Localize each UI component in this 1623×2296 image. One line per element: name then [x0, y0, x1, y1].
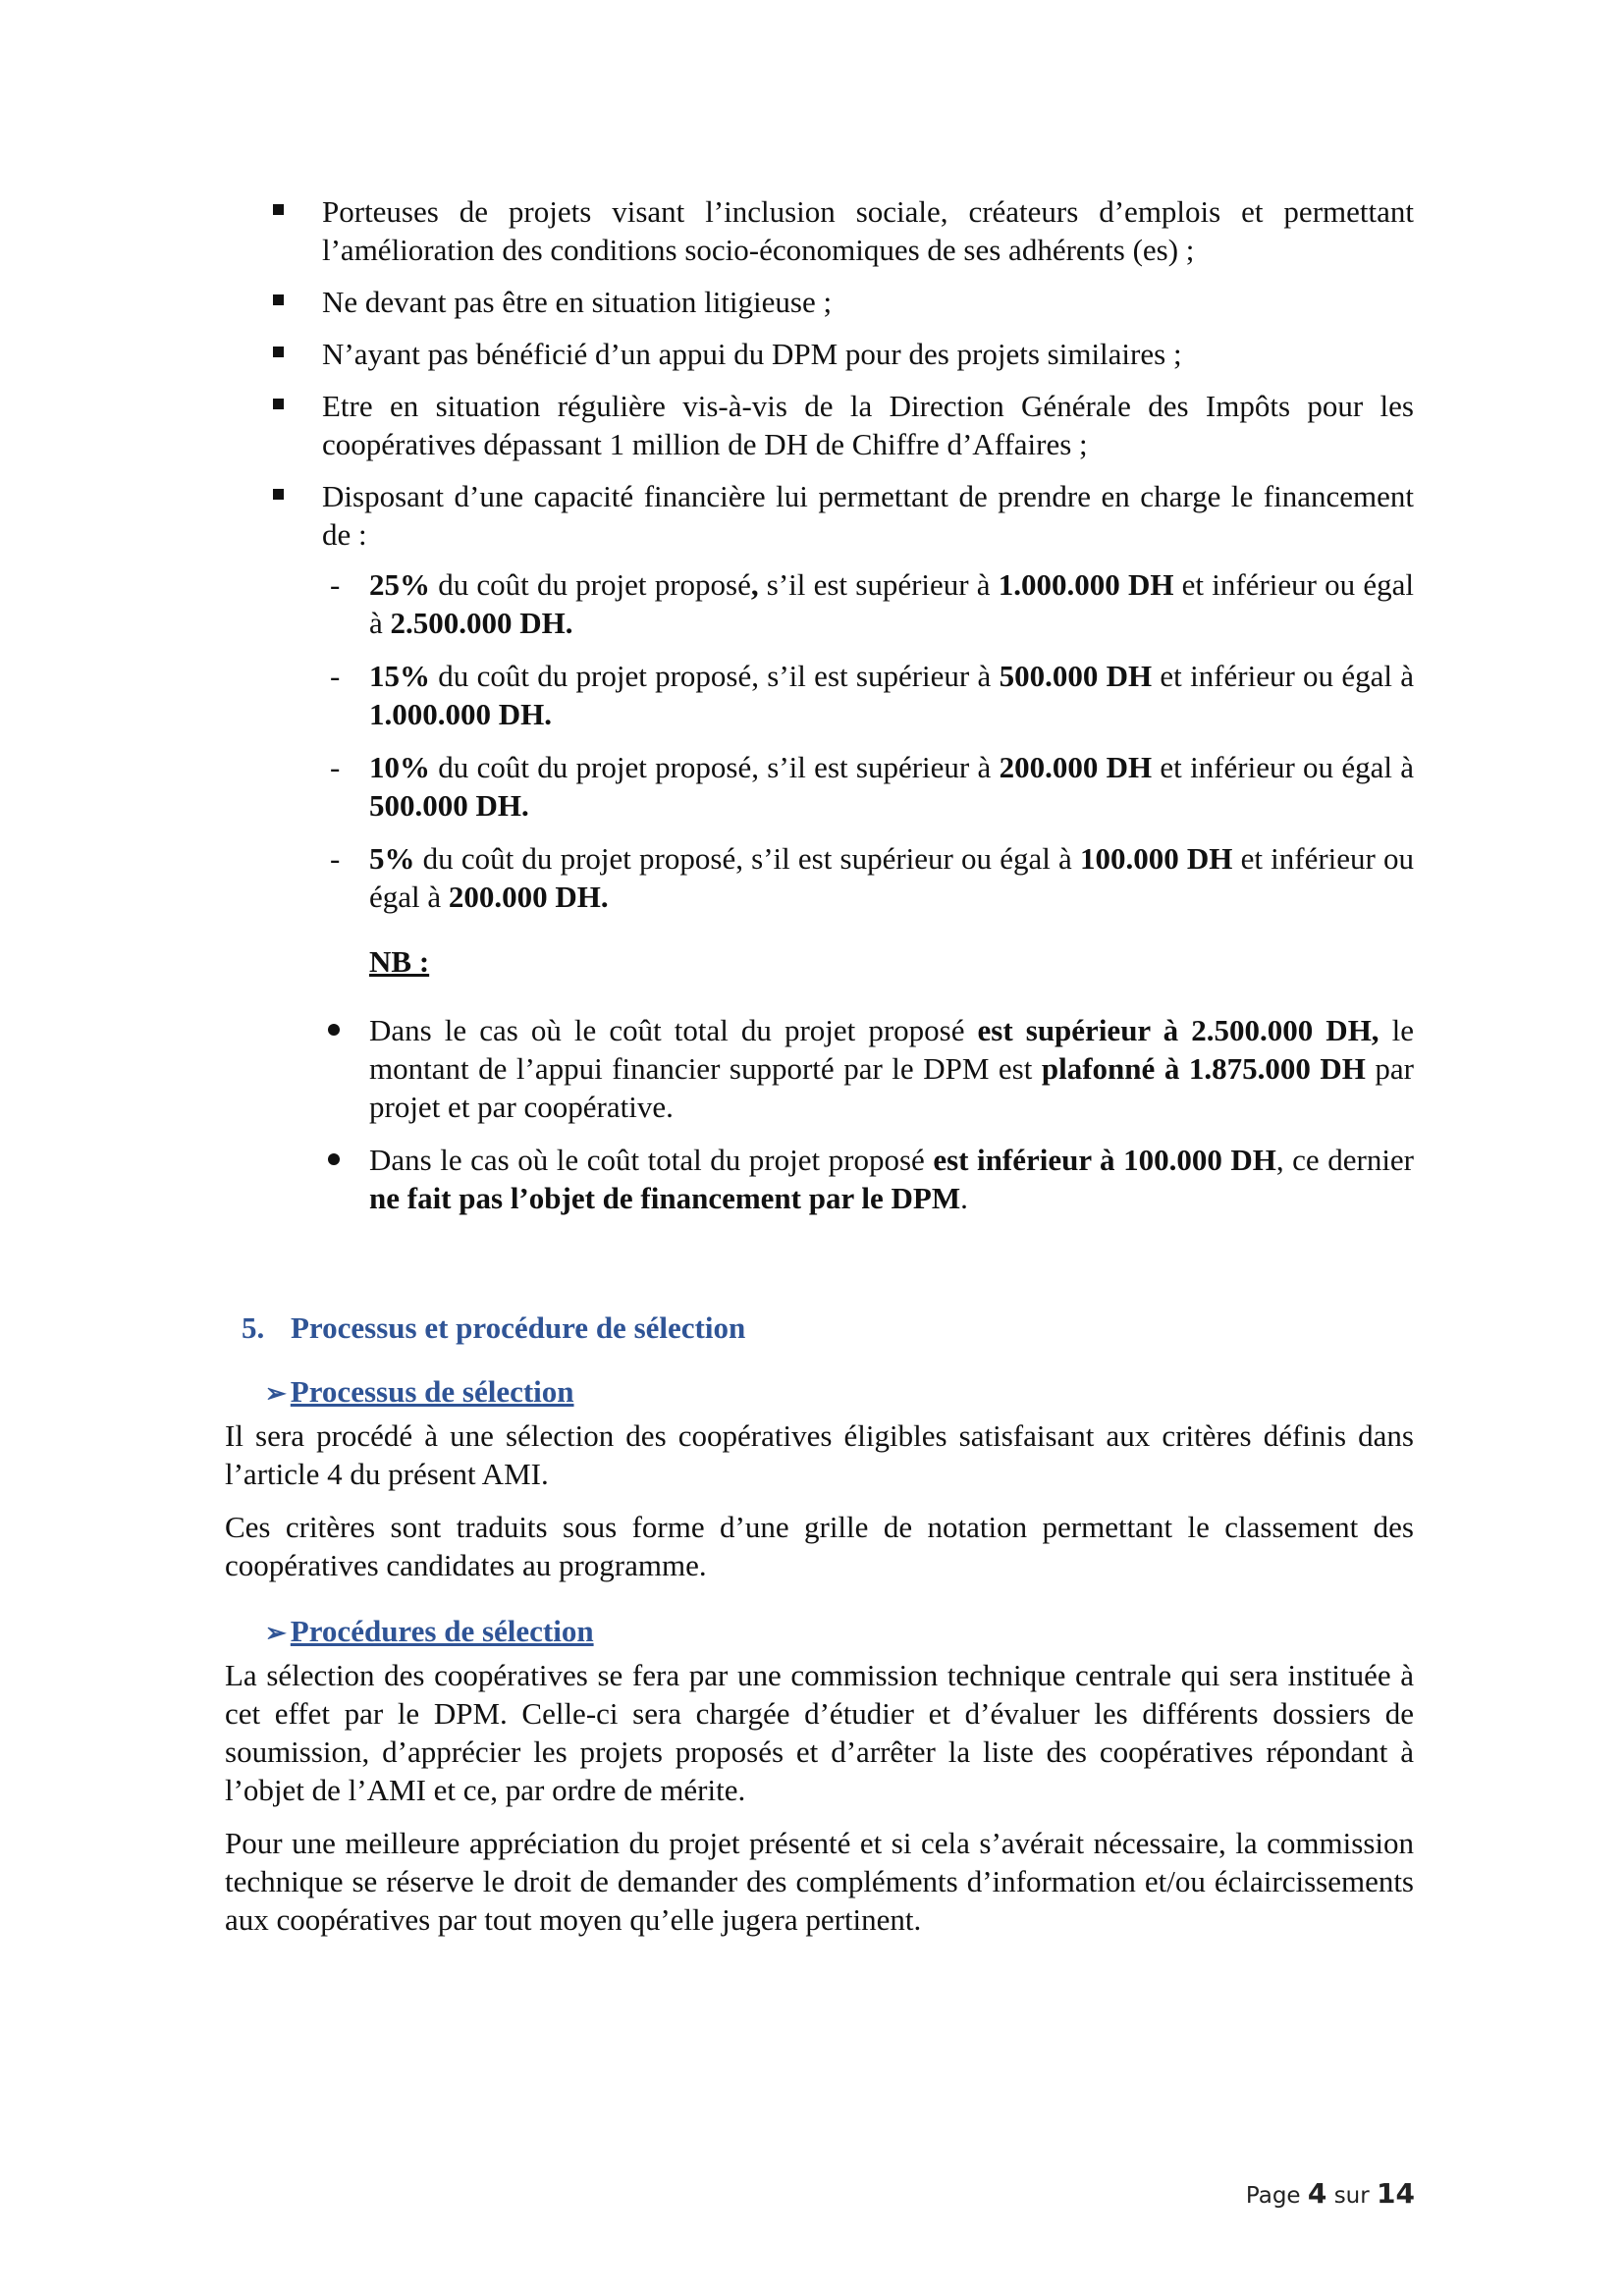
tier-text: s’il est supérieur à: [759, 659, 1000, 693]
footer-sur-word: sur: [1333, 2183, 1370, 2209]
tier-percent: 5%: [369, 841, 415, 876]
tier-text: et inférieur ou égal à: [1152, 750, 1415, 784]
tier-percent: 15%: [369, 659, 430, 693]
dash-bullet: -: [330, 567, 341, 602]
financing-tier: [322, 657, 1414, 733]
footer-page-word: Page: [1245, 2183, 1301, 2209]
note-bold: est supérieur à 2.500.000 DH,: [977, 1013, 1380, 1047]
section-title: Processus et procédure de sélection: [291, 1310, 746, 1345]
subheading-title: Procédures de sélection: [290, 1614, 594, 1648]
square-bullet-icon: [273, 204, 284, 215]
tier-min: 1.000.000 DH: [998, 567, 1174, 602]
note-text: Dans le cas où le coût total du projet proposé: [369, 1143, 934, 1177]
criteria-text: Disposant d’une capacité financière lui permettant de prendre en charge le financement de :: [322, 479, 1414, 552]
financing-tier-list: [322, 565, 1414, 916]
paragraph: Pour une meilleure appréciation du projet présenté et si cela s’avérait nécessaire, la commission technique se réserve le droit de demander des compléments d’information et/ou éclaircissements aux coopératives par tout moyen qu’elle jugera pertinent.: [225, 1826, 1414, 1937]
criteria-text: Ne devant pas être en situation litigieuse ;: [322, 285, 833, 319]
tier-max: 200.000 DH.: [448, 880, 609, 914]
financing-tier: [322, 565, 1414, 642]
tier-comma: ,: [751, 659, 759, 693]
current-page-number: 4: [1307, 2177, 1327, 2210]
tier-text: du coût du projet proposé: [414, 841, 736, 876]
square-bullet-icon: [273, 399, 284, 409]
note-bold: plafonné à 1.875.000 DH: [1041, 1051, 1366, 1086]
note-text: par projet et par coopérative.: [369, 1051, 1414, 1124]
note-text: le montant de l’appui financier supporté par le DPM est: [369, 1013, 1414, 1086]
tier-max: 2.500.000 DH.: [390, 606, 573, 640]
tier-percent: 10%: [369, 750, 430, 784]
tier-percent: 25%: [369, 567, 430, 602]
tier-text: et inférieur ou égal à: [369, 567, 1414, 640]
tier-comma: ,: [751, 750, 759, 784]
dash-bullet: -: [330, 659, 341, 693]
round-bullet-icon: [328, 1153, 340, 1165]
tier-comma: ,: [750, 567, 759, 602]
section-number: 5.: [242, 1310, 265, 1345]
notes-list: [322, 1011, 1414, 1232]
criteria-item: [271, 387, 1414, 463]
note-text: Dans le cas où le coût total du projet proposé: [369, 1013, 978, 1047]
round-bullet-icon: [328, 1024, 340, 1036]
note-bold: est inférieur à 100.000 DH: [933, 1143, 1276, 1177]
tier-text: du coût du projet proposé: [430, 750, 752, 784]
nb-label: NB :: [369, 944, 430, 979]
tier-text: et inférieur ou égal à: [369, 841, 1415, 914]
tier-text: s’il est supérieur à: [759, 750, 1000, 784]
tier-min: 200.000 DH: [999, 750, 1153, 784]
dash-bullet: -: [330, 841, 341, 876]
paragraph: Ces critères sont traduits sous forme d’une grille de notation permettant le classement des coopératives candidates au programme.: [225, 1510, 1414, 1582]
tier-text: s’il est supérieur à: [758, 567, 999, 602]
criteria-item: [271, 477, 1414, 916]
square-bullet-icon: [273, 489, 284, 500]
tier-max: 1.000.000 DH.: [369, 697, 552, 731]
subheading-procedures: [265, 1612, 594, 1652]
criteria-list: [271, 192, 1414, 931]
subheading-processus: [265, 1372, 574, 1413]
arrow-bullet-icon: ➢: [265, 1379, 287, 1408]
note-text: , ce dernier: [1275, 1143, 1415, 1177]
tier-text: du coût du projet proposé: [430, 567, 751, 602]
tier-text: et inférieur ou égal à: [1152, 659, 1415, 693]
section-heading: [242, 1308, 745, 1347]
paragraph: La sélection des coopératives se fera par une commission technique centrale qui sera instituée à cet effet par le DPM. Celle-ci sera chargée d’étudier et d’évaluer les différents dossiers de soumission, d’apprécier les projets proposés et d’arrêter la liste des coopératives répondant à l’objet de l’AMI et ce, par ordre de mérite.: [225, 1658, 1414, 1807]
note-item: [322, 1011, 1414, 1126]
subheading-title: Processus de sélection: [290, 1374, 574, 1409]
financing-tier: [322, 748, 1414, 825]
criteria-item: [271, 335, 1414, 373]
note-bold: ne fait pas l’objet de financement par le DPM: [369, 1181, 961, 1215]
criteria-text: Porteuses de projets visant l’inclusion sociale, créateurs d’emplois et permettant l’amélioration des conditions socio-économiques de ses adhérents (es) ;: [322, 194, 1414, 267]
criteria-text: N’ayant pas bénéficié d’un appui du DPM pour des projets similaires ;: [322, 337, 1182, 371]
note-text: .: [960, 1181, 968, 1215]
criteria-text: Etre en situation régulière vis-à-vis de la Direction Générale des Impôts pour les coopératives dépassant 1 million de DH de Chiffre d’Affaires ;: [322, 389, 1414, 461]
tier-min: 100.000 DH: [1079, 841, 1233, 876]
financing-tier: [322, 839, 1414, 916]
square-bullet-icon: [273, 347, 284, 357]
paragraph: Il sera procédé à une sélection des coopératives éligibles satisfaisant aux critères définis dans l’article 4 du présent AMI.: [225, 1418, 1414, 1491]
tier-min: 500.000 DH: [999, 659, 1153, 693]
tier-max: 500.000 DH.: [369, 788, 529, 823]
total-pages-number: 14: [1377, 2177, 1415, 2210]
criteria-item: [271, 283, 1414, 321]
tier-text: du coût du projet proposé: [430, 659, 752, 693]
criteria-item: [271, 192, 1414, 269]
tier-comma: ,: [735, 841, 743, 876]
page-footer: [1246, 2177, 1415, 2210]
square-bullet-icon: [273, 294, 284, 305]
tier-text: s’il est supérieur ou égal à: [742, 841, 1080, 876]
arrow-bullet-icon: ➢: [265, 1619, 287, 1647]
dash-bullet: -: [330, 750, 341, 784]
note-item: [322, 1141, 1414, 1217]
